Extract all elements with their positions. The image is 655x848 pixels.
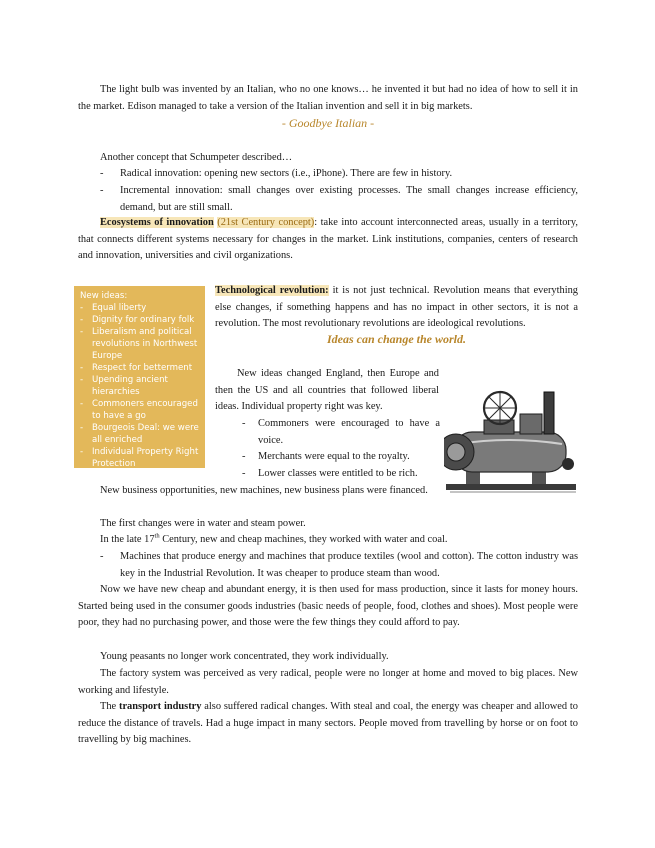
ecosystem-text: : take into account interconnected areas, usually in a territory, that connects different systems necessary for changes in the market. Link institutions, companies, centers of research and innovation, universities and civil organizations. [78,217,578,261]
sidebar-new-ideas [74,286,205,468]
paragraph-technological-revolution: Technological revolution: it is not just technical. Revolution means that everything else changes, if something happens and has no impact in other sectors, it is not a revolution. The most revolutionary revolutions are ideological revolutions. [215,285,578,329]
term-ecosystems: Ecosystems of innovation [100,217,214,228]
paragraph-england: New ideas changed England, then Europe and then the US and all countries that followed liberal ideas. Individual property right was key. [215,368,439,412]
term-transport-industry: transport industry [118,701,202,712]
steam-engine-illustration [444,384,582,494]
paragraph-schumpeter: Another concept that Schumpeter described… [100,152,293,163]
sidebar-title: New ideas: [80,291,128,301]
paragraph-first-changes: The first changes were in water and steam power. [100,518,306,529]
bullet-dash: - [100,551,104,562]
list-item-radical-innovation: Radical innovation: opening new sectors (i.e., iPhone). There are few in history. [120,168,453,179]
sidebar-item: - Dignity for ordinary folk [80,315,195,325]
sidebar-item: - Commoners encouraged to have a go [80,399,198,422]
list-item-merchants: Merchants were equal to the royalty. [258,451,410,462]
bullet-dash: - [100,185,104,196]
paragraph-peasants: Young peasants no longer work concentrated, they work individually. [100,651,389,662]
quote-goodbye-italian: - Goodbye Italian - [281,116,375,130]
list-item-machines: Machines that produce energy and machines that produce textiles (wool and cotton). The cotton industry was key in the Industrial Revolution. It was cheaper to produce steam than wood. [120,551,578,579]
bullet-dash: - [242,451,246,462]
list-item-lower-classes: Lower classes were entitled to be rich. [258,468,418,479]
bullet-dash: - [242,418,246,429]
paragraph-business: New business opportunities, new machines, new business plans were financed. [100,485,428,496]
paragraph-light-bulb: The light bulb was invented by an Italian, who no one knows… he invented it but had no idea of how to sell it in the market. Edison managed to take a version of the Italian invention and sell it in big markets. [78,84,578,112]
sidebar-item: - Individual Property Right Protection [80,447,199,470]
bullet-dash: - [100,168,104,179]
sidebar-item: - Bourgeois Deal: we were all enriched [80,423,199,446]
list-item-commoners: Commoners were encouraged to have a voice. [258,418,440,446]
paragraph-late-century: In the late 17th Century, new and cheap machines, they worked with water and coal. [100,532,448,545]
list-item-incremental-innovation: Incremental innovation: small changes over existing processes. The small changes increase efficiency, demand, but are still small. [120,185,578,213]
paragraph-factory: The factory system was perceived as very radical, people were no longer at home and moved to big places. New working and lifestyle. [78,668,578,696]
tag-21st-century: (21st Century concept) [217,217,315,228]
sidebar-item: - Liberalism and political revolutions in Northwest Europe [80,327,198,362]
sidebar-item: - Upending ancient hierarchies [80,375,168,398]
paragraph-energy: Now we have new cheap and abundant energy, it is then used for mass production, since it lasts for money hours. Started being used in the consumer goods industries (basic needs of people, food, clothes and shoes). Most people were poor, they had no purchasing power, and those were the few things they could afford to pay. [78,584,578,628]
sidebar-item: - Equal liberty [80,303,147,313]
term-technological-revolution: Technological revolution: [215,285,329,296]
paragraph-ecosystems [78,215,578,265]
sidebar-item: - Respect for betterment [80,363,193,373]
paragraph-transport: The transport industry also suffered radical changes. With steal and coal, the energy was cheaper and allowed to reduce the distance of travels. Had a huge impact in many sectors. People moved from travelling by horse or on foot to travelling by big machines. [78,701,578,745]
bullet-dash: - [242,468,246,479]
quote-ideas-change-world: Ideas can change the world. [326,332,466,346]
